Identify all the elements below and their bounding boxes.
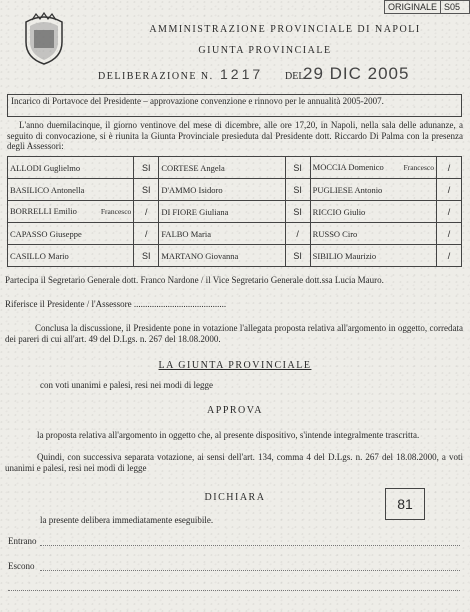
- assessor-name-cell: FALBO Maria: [159, 223, 285, 245]
- bottom-dotted-line: [8, 590, 460, 591]
- giunta-title: GIUNTA PROVINCIALE: [198, 45, 332, 56]
- presence-mark: SI: [285, 245, 310, 267]
- province-emblem-icon: [20, 12, 68, 66]
- giunta-heading: LA GIUNTA PROVINCIALE: [158, 360, 312, 371]
- assessor-name-cell: BASILICO Antonella: [8, 179, 134, 201]
- deliberation-label: DELIBERAZIONE N.: [98, 71, 214, 82]
- approva-paragraph: la proposta relativa all'argomento in oggetto che, al presente dispositivo, s'intende integralmente trascritta.: [37, 430, 420, 440]
- original-stamp: [384, 0, 470, 14]
- assessor-name-cell: [310, 157, 436, 179]
- presence-mark: SI: [285, 179, 310, 201]
- assessors-table: [7, 156, 462, 267]
- entrano-dotted-line: [40, 545, 460, 546]
- subject-box: Incarico di Portavoce del Presidente – approvazione convenzione e rinnovo per le annualità 2005-2007.: [7, 94, 462, 117]
- presence-mark: /: [436, 201, 461, 223]
- stamp-original-label: ORIGINALE: [388, 2, 438, 12]
- assessor-name-cell: ALLODI Guglielmo: [8, 157, 134, 179]
- assessor-name-cell: CAPASSO Giuseppe: [8, 223, 134, 245]
- presence-mark: /: [436, 223, 461, 245]
- assessor-name-cell: CORTESE Angela: [159, 157, 285, 179]
- administration-title: AMMINISTRAZIONE PROVINCIALE DI NAPOLI: [149, 24, 421, 35]
- reporter-line: Riferisce il Presidente / l'Assessore .........................................: [5, 299, 227, 309]
- assessor-name-cell: [8, 201, 134, 223]
- presence-mark: /: [134, 201, 159, 223]
- assessor-extra-name: Francesco: [403, 163, 434, 172]
- vote-paragraph: con voti unanimi e palesi, resi nei modi di legge: [40, 380, 213, 390]
- assessor-name-cell: RUSSO Ciro: [310, 223, 436, 245]
- presence-mark: SI: [285, 157, 310, 179]
- assessor-name-cell: SIBILIO Maurizio: [310, 245, 436, 267]
- deliberation-date: 29 DIC 2005: [303, 64, 410, 83]
- assessor-name-cell: CASILLO Mario: [8, 245, 134, 267]
- presence-mark: /: [436, 179, 461, 201]
- escono-label: Escono: [8, 561, 35, 571]
- assessor-name-cell: DI FIORE Giuliana: [159, 201, 285, 223]
- assessor-name-cell: D'AMMO Isidoro: [159, 179, 285, 201]
- approva-heading: APPROVA: [207, 405, 263, 416]
- page-number-box: 81: [385, 488, 425, 520]
- presence-mark: /: [285, 223, 310, 245]
- dichiara-heading: DICHIARA: [204, 492, 266, 503]
- presence-mark: SI: [134, 179, 159, 201]
- assessor-row: [8, 157, 462, 179]
- assessor-name: MOCCIA Domenico: [312, 162, 384, 172]
- intro-paragraph: L'anno duemilacinque, il giorno ventinove del mese di dicembre, alle ore 17,20, in Napoli, nella sala delle adunanze, a seguito di convocazione, si è riunita la Giunta Provinciale presieduta dal Presidente dott. Riccardo Di Palma con la presenza degli Assessori:: [7, 120, 463, 151]
- presence-mark: SI: [285, 201, 310, 223]
- assessor-row: [8, 245, 462, 267]
- deliberation-number: 1217: [220, 66, 264, 82]
- deliberation-line: [98, 66, 428, 86]
- presence-mark: /: [134, 223, 159, 245]
- assessor-name: BORRELLI Emilio: [10, 206, 77, 216]
- discussion-paragraph: Conclusa la discussione, il Presidente pone in votazione l'allegata proposta relativa all'argomento in oggetto, corredata dei pareri di cui all'art. 49 del D.Lgs. n. 267 del 18.08.2000.: [5, 323, 463, 344]
- stamp-code: S05: [440, 1, 463, 13]
- presence-mark: /: [436, 245, 461, 267]
- presence-mark: SI: [134, 157, 159, 179]
- assessor-name-cell: MARTANO Giovanna: [159, 245, 285, 267]
- assessor-row: [8, 223, 462, 245]
- assessor-row: [8, 201, 462, 223]
- escono-dotted-line: [40, 570, 460, 571]
- dichiara-paragraph: la presente delibera immediatamente eseguibile.: [40, 515, 214, 525]
- assessor-name-cell: PUGLIESE Antonio: [310, 179, 436, 201]
- assessor-extra-name: Francesco: [100, 207, 132, 216]
- assessor-row: [8, 179, 462, 201]
- entrano-label: Entrano: [8, 536, 37, 546]
- assessor-name-cell: RICCIO Giulio: [310, 201, 436, 223]
- presence-mark: /: [436, 157, 461, 179]
- separate-vote-paragraph: Quindi, con successiva separata votazione, ai sensi dell'art. 134, comma 4 del D.Lgs. n. 267 del 18.08.2000, a voti unanimi e palesi, resi nei modi di legge: [5, 452, 463, 473]
- presence-mark: SI: [134, 245, 159, 267]
- date-label: DEL: [285, 71, 305, 82]
- secretary-paragraph: Partecipa il Segretario Generale dott. Franco Nardone / il Vice Segretario Generale dott.ssa Lucia Mauro.: [5, 275, 384, 285]
